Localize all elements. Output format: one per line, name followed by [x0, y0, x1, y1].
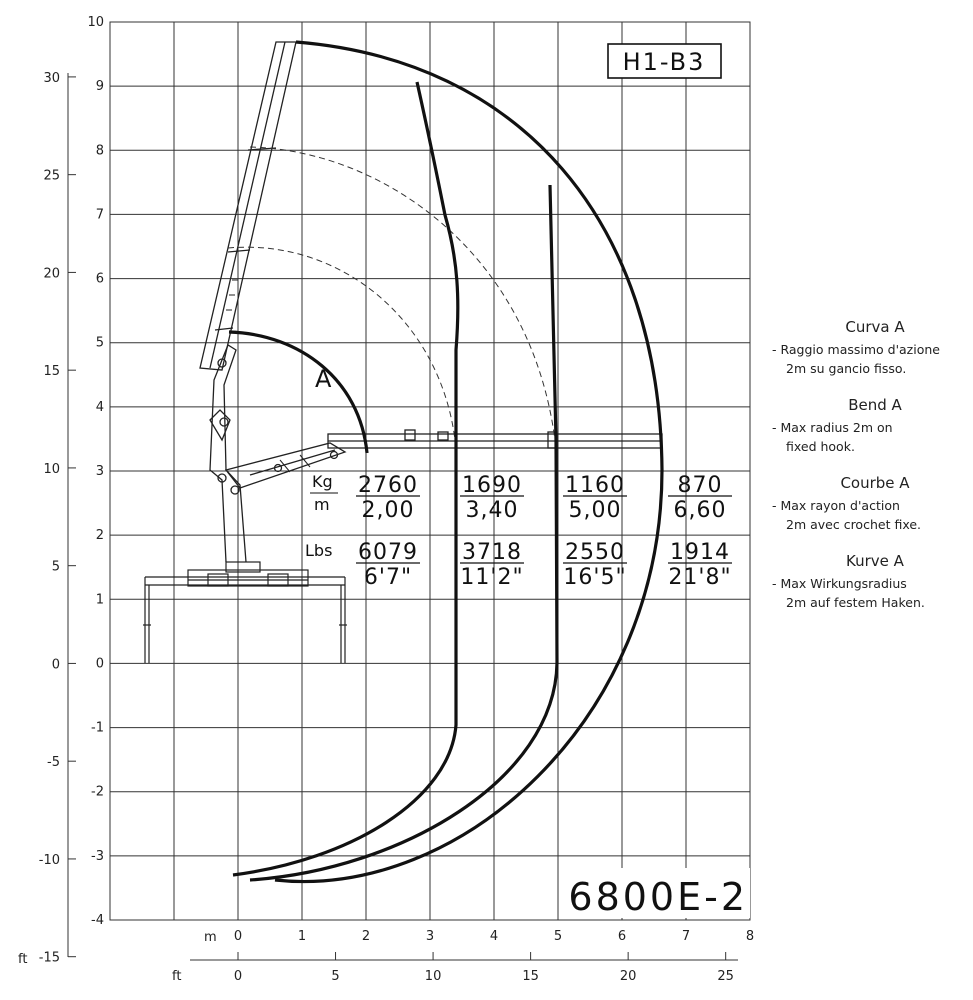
legend-title: Curva A [845, 318, 905, 336]
left-meter-tick-label: 8 [95, 143, 104, 159]
left-meter-axis [87, 15, 104, 928]
left-feet-tick-label: -5 [47, 755, 60, 771]
bottom-meter-tick-label: 2 [361, 929, 371, 944]
left-meter-tick-label: 1 [95, 592, 104, 608]
left-feet-tick-label: 15 [43, 364, 60, 380]
left-feet-tick-label: 30 [43, 70, 60, 86]
left-meter-tick-label: 7 [95, 207, 104, 223]
bottom-meter-tick-label: 3 [425, 929, 435, 944]
load-radius-m: 2,00 [361, 498, 415, 523]
legend-line: - Max Wirkungsradius [772, 576, 907, 591]
curve-a [229, 332, 367, 453]
lbs-unit-label: Lbs [305, 541, 333, 560]
load-lbs: 1914 [670, 540, 730, 565]
load-kg: 870 [677, 473, 723, 498]
bottom-feet-tick-label: 25 [717, 969, 734, 984]
load-radius-m: 6,60 [673, 498, 727, 523]
configuration-label: H1-B3 [622, 48, 706, 76]
bottom-meter-tick-label: 8 [745, 929, 755, 944]
bottom-feet-tick-label: 20 [619, 969, 637, 984]
bottom-feet-tick-label: 15 [522, 969, 539, 984]
model-label: 6800E-2 [568, 875, 748, 919]
legend-line: fixed hook. [786, 439, 855, 454]
left-feet-tick-label: 5 [51, 559, 60, 575]
legend-block [770, 396, 970, 456]
legend-line: 2m avec crochet fixe. [786, 517, 921, 532]
load-point [563, 473, 627, 590]
bottom-meter-unit: m [204, 930, 217, 945]
legend-block [770, 474, 970, 534]
bottom-meter-tick-label: 1 [297, 929, 307, 944]
left-meter-tick-label: -1 [91, 720, 104, 736]
bottom-meter-axis [204, 929, 754, 945]
left-feet-tick-label: -15 [38, 950, 60, 966]
load-lbs: 3718 [462, 540, 522, 565]
legend-title: Kurve A [846, 552, 904, 570]
load-table [356, 473, 732, 590]
load-radius-ft: 16'5" [563, 565, 627, 590]
envelope-outer [275, 42, 662, 882]
load-lbs: 2550 [565, 540, 625, 565]
crane-column [210, 345, 246, 562]
load-point [460, 473, 524, 590]
legend [770, 318, 970, 630]
left-feet-tick-label: -10 [38, 852, 60, 868]
left-meter-tick-label: 6 [95, 271, 104, 287]
bottom-feet-tick-label: 10 [424, 969, 442, 984]
legend-title: Bend A [848, 396, 902, 414]
legend-line: 2m su gancio fisso. [786, 361, 907, 376]
kg-unit-label: Kg [312, 472, 333, 491]
left-meter-tick-label: -2 [91, 784, 104, 800]
bottom-feet-axis [172, 952, 738, 984]
left-meter-tick-label: -4 [91, 913, 104, 928]
reach-arc-dashed-outer [250, 147, 555, 440]
legend-line: - Max radius 2m on [772, 420, 893, 435]
left-feet-tick-label: 10 [43, 461, 60, 477]
curve-a-label: A [315, 365, 334, 393]
left-meter-tick-label: -3 [91, 848, 104, 864]
legend-block [770, 552, 970, 612]
load-lbs: 6079 [358, 540, 418, 565]
load-kg: 2760 [358, 473, 418, 498]
left-meter-tick-label: 4 [95, 399, 104, 415]
reach-arc-dashed-inner [228, 247, 455, 440]
left-meter-tick-label: 3 [95, 464, 104, 479]
load-radius-ft: 6'7" [363, 565, 413, 590]
load-radius-m: 5,00 [568, 498, 622, 523]
crane-vertical-extension [200, 42, 296, 370]
left-meter-tick-label: 0 [95, 656, 104, 672]
legend-line: - Raggio massimo d'azione [772, 342, 940, 357]
load-radius-ft: 11'2" [460, 565, 524, 590]
left-feet-tick-label: 20 [43, 266, 60, 282]
legend-line: - Max rayon d'action [772, 498, 900, 513]
bottom-meter-tick-label: 7 [681, 929, 691, 944]
load-kg: 1160 [565, 473, 625, 498]
crane-cylinder-marks [226, 280, 310, 472]
load-radius-m: 3,40 [465, 498, 519, 523]
bottom-meter-tick-label: 0 [233, 929, 243, 944]
left-meter-tick-label: 9 [95, 79, 104, 95]
bottom-meter-tick-label: 5 [553, 929, 563, 944]
left-feet-unit: ft [18, 952, 28, 967]
load-point [668, 473, 732, 590]
bottom-feet-tick-label: 0 [233, 969, 243, 984]
left-meter-tick-label: 10 [87, 15, 104, 30]
bottom-meter-tick-label: 4 [489, 929, 499, 944]
left-feet-tick-label: 25 [43, 168, 60, 184]
left-meter-tick-label: 5 [95, 335, 104, 351]
load-radius-ft: 21'8" [668, 565, 732, 590]
bottom-feet-tick-label: 5 [331, 969, 340, 984]
bottom-feet-unit: ft [172, 969, 182, 984]
legend-line: 2m auf festem Haken. [786, 595, 925, 610]
m-unit-label: m [314, 495, 330, 514]
load-kg: 1690 [462, 473, 522, 498]
left-meter-tick-label: 2 [95, 528, 104, 544]
legend-block [770, 318, 970, 378]
envelope-middle [250, 185, 557, 880]
left-feet-tick-label: 0 [51, 657, 60, 673]
left-feet-axis [18, 71, 76, 967]
bottom-meter-tick-label: 6 [617, 929, 627, 944]
legend-title: Courbe A [840, 474, 910, 492]
